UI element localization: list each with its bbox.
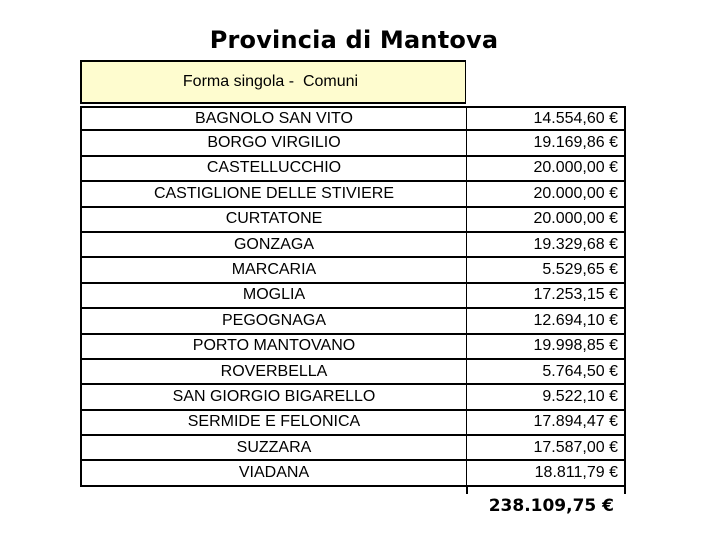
comune-name-cell: MOGLIA: [80, 284, 467, 307]
amount-cell: 5.529,65 €: [467, 258, 626, 281]
amount-cell: 17.253,15 €: [467, 284, 626, 307]
table-row: [80, 436, 626, 461]
amount-cell: 20.000,00 €: [467, 157, 626, 180]
comune-name-cell: VIADANA: [80, 461, 467, 484]
comune-name-cell: CASTIGLIONE DELLE STIVIERE: [80, 182, 467, 205]
amount-cell: 14.554,60 €: [467, 108, 626, 129]
amount-cell: 5.764,50 €: [467, 360, 626, 383]
table-row: [80, 233, 626, 258]
amount-cell: 17.894,47 €: [467, 411, 626, 434]
table-row: [80, 182, 626, 207]
comune-name-cell: GONZAGA: [80, 233, 467, 256]
table-row: [80, 208, 626, 233]
table-row: [80, 461, 626, 486]
table-header-comuni: [80, 60, 466, 104]
comune-name-cell: CASTELLUCCHIO: [80, 157, 467, 180]
table-row: [80, 284, 626, 309]
comune-name-cell: BORGO VIRGILIO: [80, 131, 467, 154]
comune-name-cell: PEGOGNAGA: [80, 309, 467, 332]
comune-name-cell: SERMIDE E FELONICA: [80, 411, 467, 434]
table-row: [80, 106, 626, 131]
amount-cell: 19.998,85 €: [467, 335, 626, 358]
table-row: [80, 385, 626, 410]
comune-name-cell: ROVERBELLA: [80, 360, 467, 383]
comune-name-cell: BAGNOLO SAN VITO: [80, 108, 467, 129]
amount-cell: 19.329,68 €: [467, 233, 626, 256]
table-row: [80, 157, 626, 182]
comune-name-cell: SAN GIORGIO BIGARELLO: [80, 385, 467, 408]
comune-name-cell: MARCARIA: [80, 258, 467, 281]
total-amount: 238.109,75 €: [488, 496, 614, 516]
page-title: Provincia di Mantova: [209, 26, 499, 54]
table-row: [80, 360, 626, 385]
amount-cell: 12.694,10 €: [467, 309, 626, 332]
comune-name-cell: SUZZARA: [80, 436, 467, 459]
amount-cell: 19.169,86 €: [467, 131, 626, 154]
table-row: [80, 131, 626, 156]
comune-name-cell: PORTO MANTOVANO: [80, 335, 467, 358]
total-divider-right: [624, 486, 626, 494]
table-row: [80, 309, 626, 334]
table-row: [80, 335, 626, 360]
amount-cell: 17.587,00 €: [467, 436, 626, 459]
comuni-table: [80, 106, 626, 487]
comune-name-cell: CURTATONE: [80, 208, 467, 231]
amount-cell: 20.000,00 €: [467, 182, 626, 205]
table-row: [80, 258, 626, 283]
amount-cell: 20.000,00 €: [467, 208, 626, 231]
total-divider-left: [466, 486, 468, 494]
amount-cell: 18.811,79 €: [467, 461, 626, 484]
table-row: [80, 411, 626, 436]
table-header-label: Forma singola - Comuni: [182, 73, 359, 90]
amount-cell: 9.522,10 €: [467, 385, 626, 408]
